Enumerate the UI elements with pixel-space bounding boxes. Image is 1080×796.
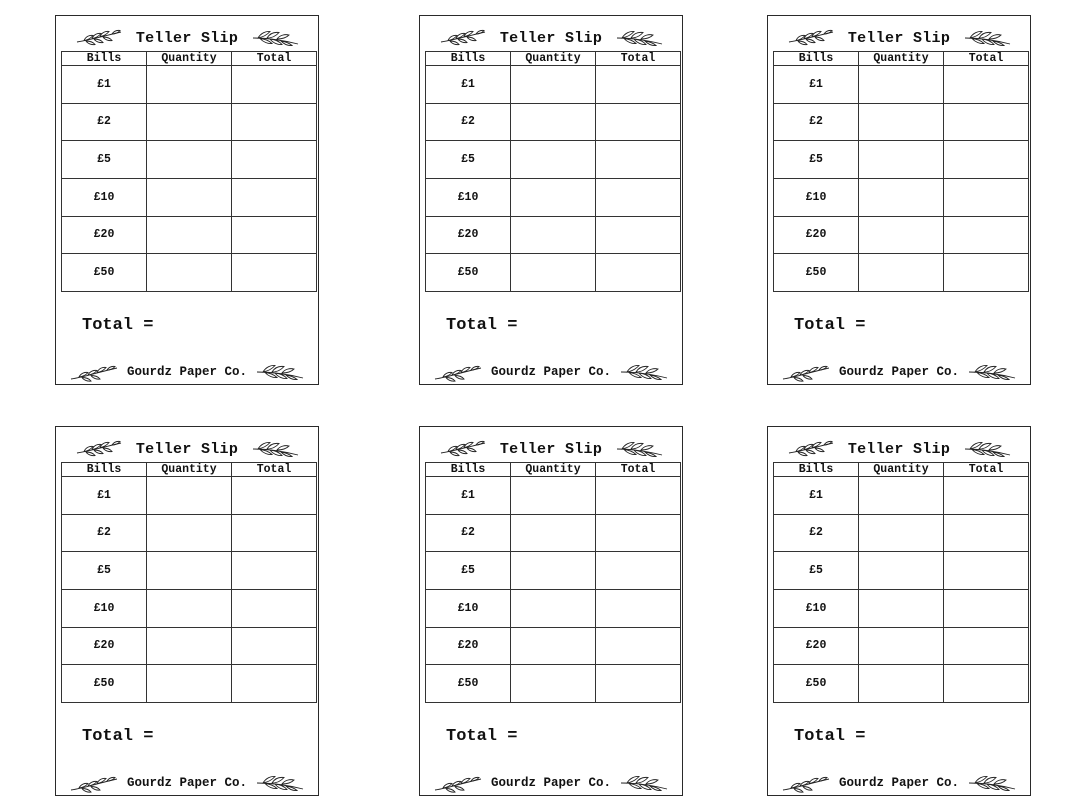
column-header-bills: Bills [426, 463, 511, 477]
total-cell [596, 66, 681, 104]
table-row [774, 141, 1029, 179]
bill-denomination: £2 [62, 514, 147, 552]
bill-denomination: £2 [426, 514, 511, 552]
table-row [62, 141, 317, 179]
quantity-cell [859, 552, 944, 590]
slip-footer [420, 361, 682, 383]
leaf-branch-icon [255, 362, 305, 382]
brand-footer: Gourdz Paper Co. [126, 365, 248, 379]
table-row [426, 103, 681, 141]
quantity-cell [147, 552, 232, 590]
table-row [774, 589, 1029, 627]
slip-title: Teller Slip [847, 440, 951, 458]
bill-denomination: £2 [426, 103, 511, 141]
total-cell [944, 514, 1029, 552]
total-cell [944, 66, 1029, 104]
total-cell [944, 141, 1029, 179]
slip-header [420, 437, 682, 461]
slip-footer [768, 772, 1030, 794]
leaf-branch-icon [786, 439, 836, 459]
table-row [426, 589, 681, 627]
total-cell [596, 178, 681, 216]
table-row [426, 552, 681, 590]
quantity-cell [511, 627, 596, 665]
teller-slip [767, 426, 1031, 796]
column-header-total: Total [944, 463, 1029, 477]
quantity-cell [147, 477, 232, 515]
bills-table [425, 462, 681, 703]
bill-denomination: £5 [62, 552, 147, 590]
column-header-bills: Bills [62, 463, 147, 477]
quantity-cell [511, 216, 596, 254]
table-row [62, 178, 317, 216]
total-cell [944, 216, 1029, 254]
column-header-quantity: Quantity [511, 463, 596, 477]
bill-denomination: £20 [62, 627, 147, 665]
table-row [426, 216, 681, 254]
grand-total-label: Total = [446, 316, 518, 335]
slip-footer [56, 361, 318, 383]
leaf-branch-icon [967, 773, 1017, 793]
quantity-cell [859, 178, 944, 216]
bill-denomination: £50 [774, 665, 859, 703]
table-row [426, 514, 681, 552]
quantity-cell [859, 627, 944, 665]
column-header-total: Total [596, 463, 681, 477]
leaf-branch-icon [614, 439, 664, 459]
total-cell [944, 627, 1029, 665]
leaf-branch-icon [786, 28, 836, 48]
table-row [774, 216, 1029, 254]
quantity-cell [147, 178, 232, 216]
total-cell [596, 589, 681, 627]
table-row [774, 627, 1029, 665]
table-header-row [62, 463, 317, 477]
quantity-cell [859, 66, 944, 104]
total-cell [232, 514, 317, 552]
total-cell [596, 627, 681, 665]
bill-denomination: £5 [774, 141, 859, 179]
bill-denomination: £1 [426, 66, 511, 104]
table-row [62, 665, 317, 703]
bill-denomination: £2 [62, 103, 147, 141]
table-row [426, 141, 681, 179]
table-row [426, 254, 681, 292]
leaf-branch-icon [433, 362, 483, 382]
total-cell [232, 589, 317, 627]
quantity-cell [859, 589, 944, 627]
leaf-branch-icon [781, 773, 831, 793]
grand-total-label: Total = [794, 316, 866, 335]
leaf-branch-icon [967, 362, 1017, 382]
quantity-cell [859, 254, 944, 292]
table-row [426, 178, 681, 216]
total-cell [232, 66, 317, 104]
total-cell [596, 665, 681, 703]
column-header-quantity: Quantity [511, 52, 596, 66]
quantity-cell [859, 477, 944, 515]
total-cell [232, 552, 317, 590]
slip-footer [420, 772, 682, 794]
leaf-branch-icon [619, 773, 669, 793]
bill-denomination: £5 [62, 141, 147, 179]
bill-denomination: £10 [426, 589, 511, 627]
leaf-branch-icon [69, 362, 119, 382]
slip-title: Teller Slip [847, 29, 951, 47]
leaf-branch-icon [619, 362, 669, 382]
table-row [62, 552, 317, 590]
bill-denomination: £50 [774, 254, 859, 292]
grand-total-label: Total = [82, 727, 154, 746]
quantity-cell [511, 178, 596, 216]
total-cell [232, 254, 317, 292]
teller-slip [419, 15, 683, 385]
bills-table [773, 462, 1029, 703]
table-row [774, 103, 1029, 141]
total-cell [944, 552, 1029, 590]
column-header-total: Total [232, 463, 317, 477]
bill-denomination: £20 [774, 627, 859, 665]
quantity-cell [859, 514, 944, 552]
leaf-branch-icon [250, 439, 300, 459]
bill-denomination: £50 [62, 254, 147, 292]
column-header-quantity: Quantity [859, 52, 944, 66]
bill-denomination: £20 [426, 216, 511, 254]
table-header-row [426, 52, 681, 66]
brand-footer: Gourdz Paper Co. [838, 776, 960, 790]
column-header-quantity: Quantity [147, 463, 232, 477]
leaf-branch-icon [438, 439, 488, 459]
table-row [774, 514, 1029, 552]
column-header-total: Total [232, 52, 317, 66]
teller-slip [55, 426, 319, 796]
leaf-branch-icon [438, 28, 488, 48]
table-header-row [774, 463, 1029, 477]
teller-slip [419, 426, 683, 796]
table-row [426, 627, 681, 665]
quantity-cell [147, 103, 232, 141]
slip-title: Teller Slip [135, 440, 239, 458]
total-cell [232, 627, 317, 665]
quantity-cell [511, 552, 596, 590]
teller-slip [767, 15, 1031, 385]
total-cell [944, 589, 1029, 627]
quantity-cell [511, 103, 596, 141]
bill-denomination: £1 [62, 66, 147, 104]
brand-footer: Gourdz Paper Co. [490, 365, 612, 379]
quantity-cell [859, 665, 944, 703]
bill-denomination: £20 [774, 216, 859, 254]
bill-denomination: £10 [774, 178, 859, 216]
bill-denomination: £1 [426, 477, 511, 515]
total-cell [596, 477, 681, 515]
brand-footer: Gourdz Paper Co. [126, 776, 248, 790]
brand-footer: Gourdz Paper Co. [838, 365, 960, 379]
slip-header [420, 26, 682, 50]
leaf-branch-icon [433, 773, 483, 793]
slip-title: Teller Slip [135, 29, 239, 47]
total-cell [232, 141, 317, 179]
slip-title: Teller Slip [499, 440, 603, 458]
table-header-row [426, 463, 681, 477]
table-row [62, 477, 317, 515]
column-header-quantity: Quantity [859, 463, 944, 477]
table-row [774, 66, 1029, 104]
slip-footer [768, 361, 1030, 383]
table-row [774, 178, 1029, 216]
column-header-total: Total [944, 52, 1029, 66]
total-cell [232, 103, 317, 141]
bill-denomination: £20 [62, 216, 147, 254]
table-row [426, 477, 681, 515]
column-header-bills: Bills [62, 52, 147, 66]
table-row [62, 103, 317, 141]
quantity-cell [147, 66, 232, 104]
bills-table [61, 462, 317, 703]
table-row [774, 552, 1029, 590]
bill-denomination: £10 [62, 589, 147, 627]
slip-footer [56, 772, 318, 794]
slip-header [56, 437, 318, 461]
table-row [774, 477, 1029, 515]
table-row [62, 514, 317, 552]
bill-denomination: £10 [426, 178, 511, 216]
bill-denomination: £10 [62, 178, 147, 216]
table-row [62, 216, 317, 254]
table-row [62, 254, 317, 292]
bill-denomination: £1 [62, 477, 147, 515]
bills-table [425, 51, 681, 292]
leaf-branch-icon [781, 362, 831, 382]
total-cell [596, 216, 681, 254]
brand-footer: Gourdz Paper Co. [490, 776, 612, 790]
total-cell [232, 216, 317, 254]
slip-header [768, 437, 1030, 461]
column-header-quantity: Quantity [147, 52, 232, 66]
quantity-cell [147, 627, 232, 665]
table-header-row [62, 52, 317, 66]
bill-denomination: £1 [774, 66, 859, 104]
quantity-cell [147, 141, 232, 179]
quantity-cell [511, 589, 596, 627]
slip-title: Teller Slip [499, 29, 603, 47]
quantity-cell [511, 514, 596, 552]
table-row [62, 66, 317, 104]
table-row [774, 254, 1029, 292]
leaf-branch-icon [962, 439, 1012, 459]
total-cell [232, 178, 317, 216]
total-cell [596, 514, 681, 552]
total-cell [232, 665, 317, 703]
quantity-cell [859, 216, 944, 254]
quantity-cell [147, 514, 232, 552]
total-cell [596, 254, 681, 292]
grand-total-label: Total = [794, 727, 866, 746]
quantity-cell [147, 589, 232, 627]
total-cell [596, 103, 681, 141]
leaf-branch-icon [614, 28, 664, 48]
total-cell [944, 477, 1029, 515]
quantity-cell [147, 254, 232, 292]
quantity-cell [147, 665, 232, 703]
bill-denomination: £5 [774, 552, 859, 590]
total-cell [944, 254, 1029, 292]
total-cell [596, 552, 681, 590]
column-header-bills: Bills [774, 463, 859, 477]
quantity-cell [511, 66, 596, 104]
slip-header [56, 26, 318, 50]
quantity-cell [511, 665, 596, 703]
quantity-cell [511, 477, 596, 515]
bill-denomination: £50 [426, 665, 511, 703]
leaf-branch-icon [74, 28, 124, 48]
column-header-bills: Bills [774, 52, 859, 66]
column-header-bills: Bills [426, 52, 511, 66]
quantity-cell [511, 141, 596, 179]
bill-denomination: £2 [774, 103, 859, 141]
bills-table [773, 51, 1029, 292]
slip-header [768, 26, 1030, 50]
table-row [426, 66, 681, 104]
leaf-branch-icon [962, 28, 1012, 48]
table-row [62, 589, 317, 627]
leaf-branch-icon [69, 773, 119, 793]
quantity-cell [511, 254, 596, 292]
table-row [62, 627, 317, 665]
table-row [774, 665, 1029, 703]
bill-denomination: £50 [62, 665, 147, 703]
grand-total-label: Total = [82, 316, 154, 335]
total-cell [232, 477, 317, 515]
quantity-cell [147, 216, 232, 254]
bill-denomination: £2 [774, 514, 859, 552]
leaf-branch-icon [250, 28, 300, 48]
column-header-total: Total [596, 52, 681, 66]
bills-table [61, 51, 317, 292]
teller-slip [55, 15, 319, 385]
total-cell [944, 178, 1029, 216]
leaf-branch-icon [255, 773, 305, 793]
table-row [426, 665, 681, 703]
quantity-cell [859, 141, 944, 179]
total-cell [944, 665, 1029, 703]
bill-denomination: £5 [426, 141, 511, 179]
bill-denomination: £20 [426, 627, 511, 665]
quantity-cell [859, 103, 944, 141]
bill-denomination: £10 [774, 589, 859, 627]
grand-total-label: Total = [446, 727, 518, 746]
bill-denomination: £50 [426, 254, 511, 292]
table-header-row [774, 52, 1029, 66]
total-cell [944, 103, 1029, 141]
total-cell [596, 141, 681, 179]
bill-denomination: £5 [426, 552, 511, 590]
leaf-branch-icon [74, 439, 124, 459]
bill-denomination: £1 [774, 477, 859, 515]
